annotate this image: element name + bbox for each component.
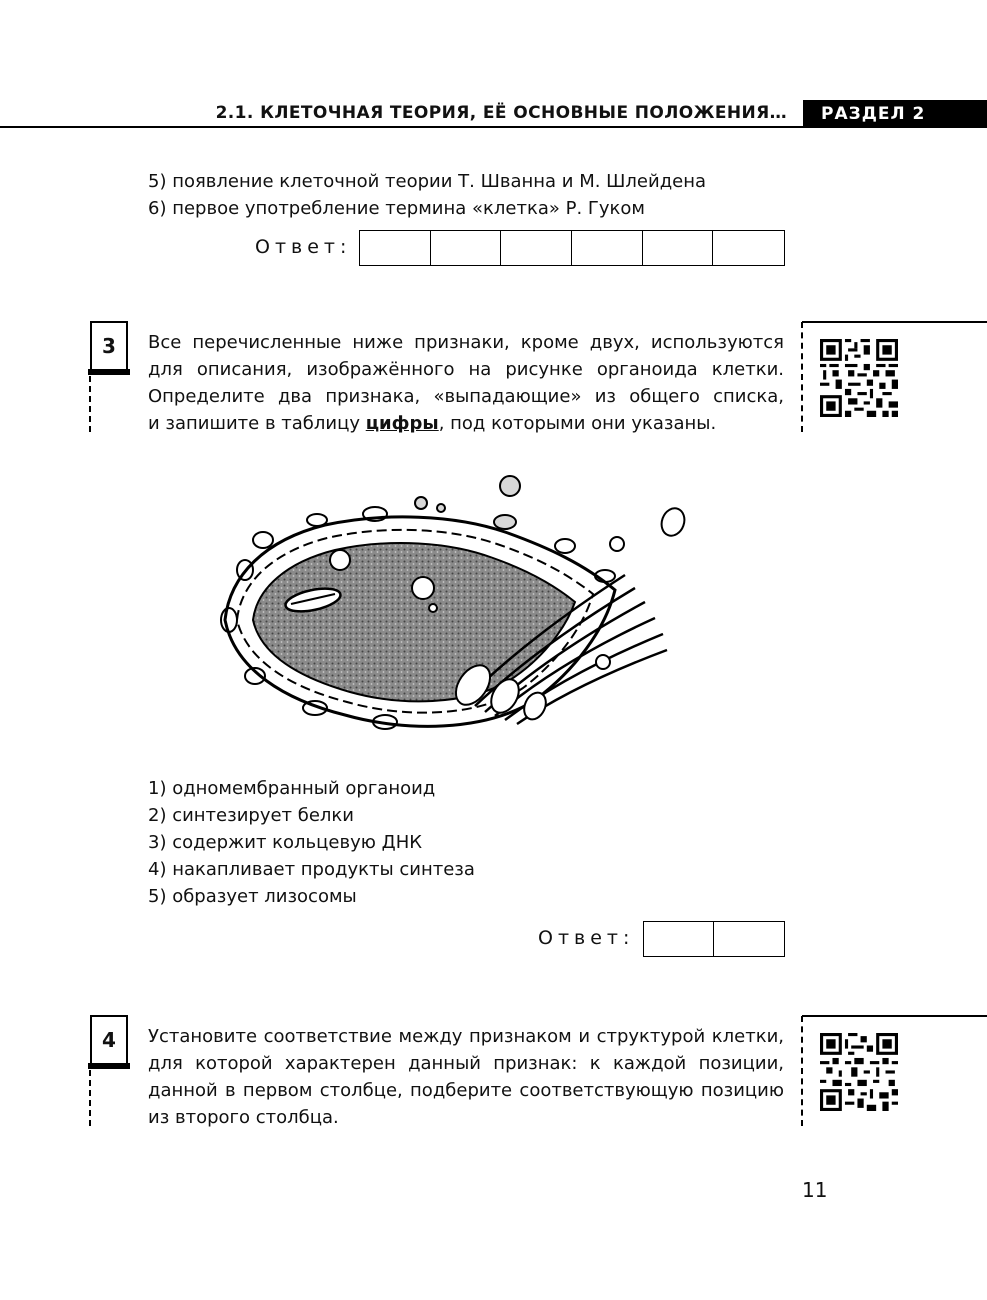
qr-dashed-left <box>801 322 803 432</box>
qr-top-rule <box>802 321 987 323</box>
task3-question <box>148 329 784 437</box>
qr-code-icon[interactable] <box>820 1033 898 1111</box>
section-badge: РАЗДЕЛ 2 <box>803 100 987 128</box>
qr-code-icon[interactable] <box>820 339 898 417</box>
task4-question-line: Установите соответствие между признаком и структурой клетки, <box>148 1026 784 1047</box>
task3-option-3: 3) содержит кольцевую ДНК <box>148 832 423 853</box>
task4-question-line: для которой характерен данный признак: к каждой позиции, <box>148 1053 784 1074</box>
task4-question <box>148 1023 784 1131</box>
task3-answer-grid[interactable] <box>643 921 785 957</box>
answer-cell[interactable] <box>644 922 714 956</box>
running-header-title: 2.1. КЛЕТОЧНАЯ ТЕОРИЯ, ЕЁ ОСНОВНЫЕ ПОЛОЖЕНИЯ… <box>215 103 787 123</box>
task3-option-2: 2) синтезирует белки <box>148 805 354 826</box>
answer-cell[interactable] <box>643 231 714 265</box>
task3-dashed-line <box>89 376 91 432</box>
task3-question-line: для описания, изображённого на рисунке органоида клетки. <box>148 359 784 380</box>
task3-option-5: 5) образует лизосомы <box>148 886 357 907</box>
task3-option-1: 1) одномембранный органоид <box>148 778 436 799</box>
emphasis-digits: цифры <box>365 413 439 434</box>
task3-option-4: 4) накапливает продукты синтеза <box>148 859 475 880</box>
task3-answer-label: Ответ: <box>538 927 635 949</box>
task3-number-bar <box>88 369 130 375</box>
organelle-illustration <box>205 470 695 740</box>
answer-cell[interactable] <box>572 231 643 265</box>
task2-item-5: 5) появление клеточной теории Т. Шванна и М. Шлейдена <box>148 171 707 192</box>
task3-question-line: Определите два признака, «выпадающие» из общего списка, <box>148 386 784 407</box>
task2-item-6: 6) первое употребление термина «клетка» Р. Гуком <box>148 198 646 219</box>
answer-cell[interactable] <box>360 231 431 265</box>
answer-cell[interactable] <box>714 922 784 956</box>
header-rule <box>0 126 987 128</box>
answer-cell[interactable] <box>713 231 784 265</box>
task4-number-bar <box>88 1063 130 1069</box>
page-number: 11 <box>802 1178 828 1202</box>
answer-cell[interactable] <box>501 231 572 265</box>
task3-number: 3 <box>90 321 128 371</box>
task3-question-line: и запишите в таблицу цифры, под которыми они указаны. <box>148 413 717 434</box>
task4-dashed-line <box>89 1070 91 1126</box>
task4-question-line: данной в первом столбце, подберите соответствующую позицию <box>148 1080 784 1101</box>
task2-answer-label: Ответ: <box>255 236 352 258</box>
task2-answer-grid[interactable] <box>359 230 785 266</box>
answer-cell[interactable] <box>431 231 502 265</box>
task3-question-line: Все перечисленные ниже признаки, кроме двух, используются <box>148 332 784 353</box>
qr-dashed-left <box>801 1016 803 1126</box>
task4-number: 4 <box>90 1015 128 1065</box>
qr-top-rule <box>802 1015 987 1017</box>
task4-question-line: из второго столбца. <box>148 1107 339 1128</box>
